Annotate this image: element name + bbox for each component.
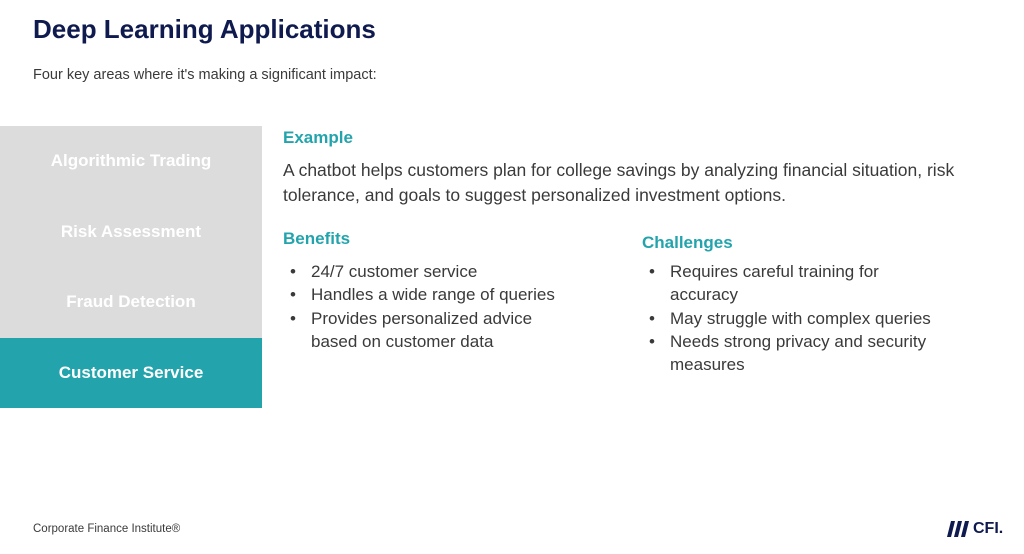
benefits-heading: Benefits: [283, 229, 351, 248]
cfi-logo-text: CFI.: [973, 520, 1004, 537]
category-tabs: [0, 126, 262, 408]
list-item: • Needs strong privacy and security measures: [642, 330, 942, 377]
benefits-list: [283, 260, 583, 353]
example-heading: Example: [283, 128, 353, 147]
example-text: A chatbot helps customers plan for college savings by analyzing financial situation, risk tolerance, and goals to suggest personalized investment options.: [283, 160, 955, 205]
tab-label: Customer Service: [58, 362, 204, 382]
list-item: • Handles a wide range of queries: [283, 283, 583, 306]
tab-label: Algorithmic Trading: [50, 151, 212, 171]
cfi-logo-icon: [944, 521, 970, 537]
list-item: • 24/7 customer service: [283, 260, 583, 283]
cfi-logo: [944, 520, 1003, 538]
list-item: • Requires careful training for accuracy: [642, 260, 942, 307]
tab-customer-service[interactable]: [0, 338, 262, 409]
tab-algorithmic-trading[interactable]: [0, 126, 262, 197]
tab-label: Risk Assessment: [60, 221, 202, 241]
list-item: • May struggle with complex queries: [642, 307, 942, 330]
page-subtitle: Four key areas where it's making a significant impact:: [33, 67, 377, 83]
tab-risk-assessment[interactable]: [0, 197, 262, 268]
list-item: • Provides personalized advice based on customer data: [283, 307, 583, 354]
challenges-list: [642, 260, 942, 376]
tab-fraud-detection[interactable]: [0, 267, 262, 338]
tab-label: Fraud Detection: [66, 292, 196, 312]
challenges-heading: Challenges: [642, 233, 733, 252]
footer-source: Corporate Finance Institute®: [33, 523, 181, 535]
page-title: Deep Learning Applications: [33, 14, 376, 44]
